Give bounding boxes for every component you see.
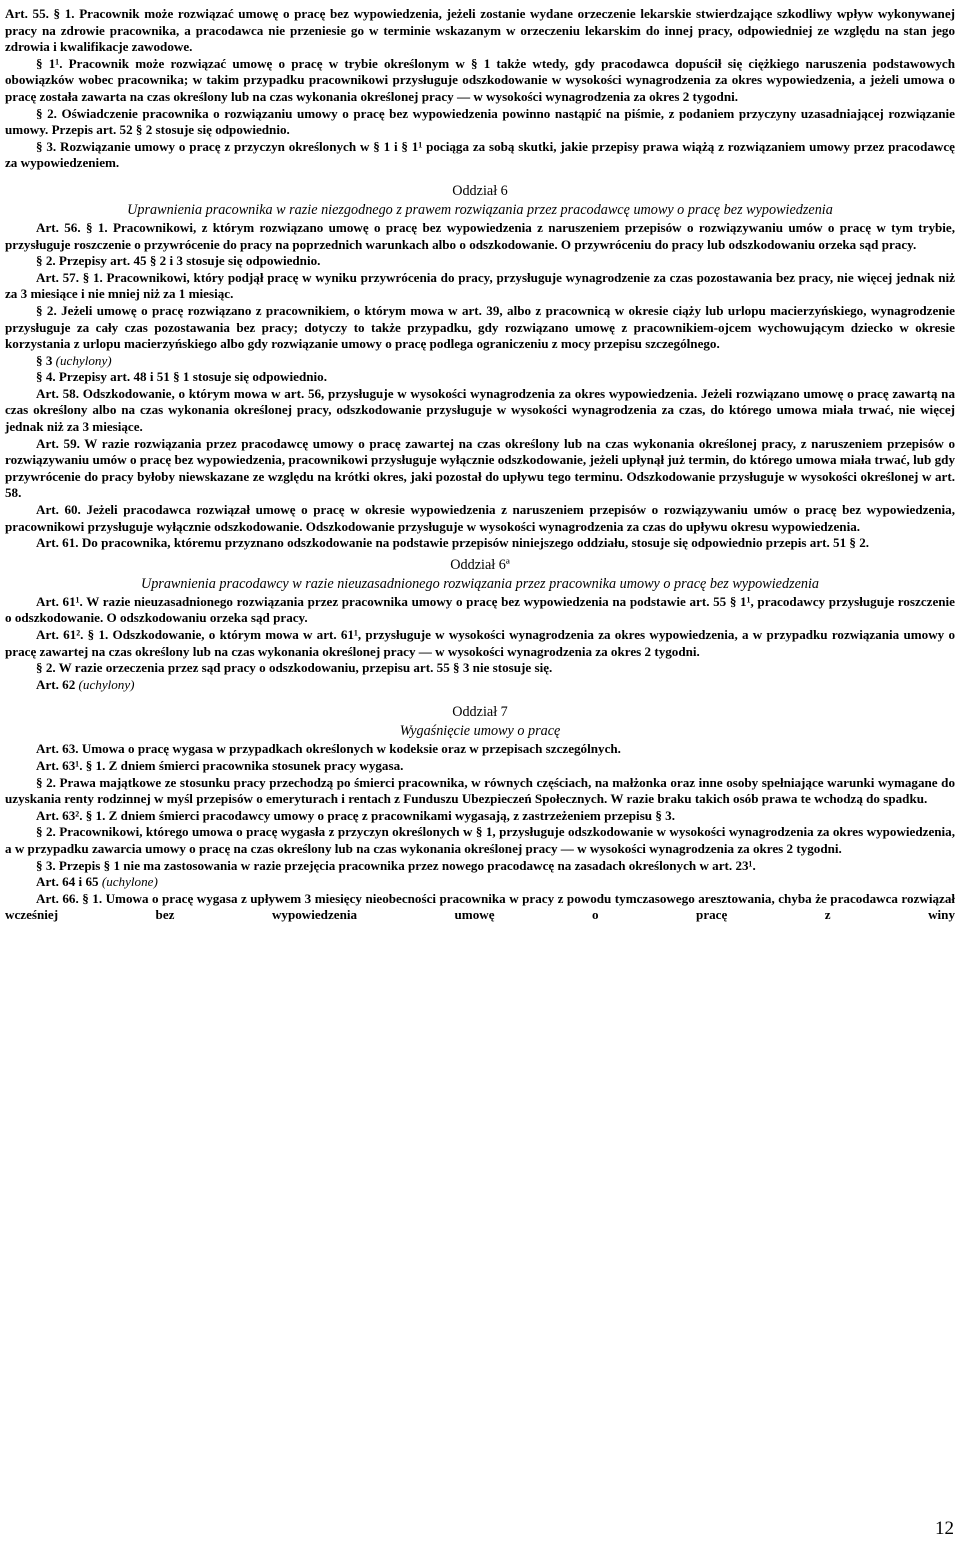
paragraph-text: Uprawnienia pracownika w razie niezgodnego z prawem rozwiązania przez pracodawcę umowy o pracę bez wypowiedzenia [127,201,833,218]
paragraph-text: § 3. Rozwiązanie umowy o pracę z przyczyn określonych w § 1 i § 1¹ pociąga za sobą skutki, jakie przepisy prawa wiążą z rozwiązaniem umowy przez pracodawcę za wypowiedzeniem. [5,138,955,171]
section-subtitle [5,575,955,593]
article-paragraph [5,874,955,891]
paragraph-text: § 2. Przepisy art. 45 § 2 i 3 stosuje się odpowiednio. [36,253,321,269]
paragraph-text: Art. 59. W razie rozwiązania przez pracodawcę umowy o pracę zawartej na czas określony lub na czas wykonania określonej pracy, z naruszeniem przepisów o rozwiązywaniu umów o pracę bez wypowiedzenia, pracownikowi przysługuje wyłącznie odszkodowanie, jeżeli upłynął już termin, do którego umowa miała trwać, lub gdy przywrócenie do pracy byłoby niewskazane ze względu na krótki okres, jaki pozostał do upływu tego terminu. Odszkodowanie przysługuje w wysokości określonej w art. 58. [5,435,955,501]
article-paragraph [5,758,955,775]
page-number: 12 [935,1518,954,1539]
article-paragraph [5,502,955,535]
document-body [5,6,955,924]
article-paragraph [5,6,955,56]
article-paragraph [5,106,955,139]
paragraph-text: Art. 63. Umowa o pracę wygasa w przypadkach określonych w kodeksie oraz w przepisach szczególnych. [36,741,621,757]
paragraph-text: Uprawnienia pracodawcy w razie nieuzasadnionego rozwiązania przez pracownika umowy o pracę bez wypowiedzenia [140,575,820,592]
paragraph-text: Art. 56. § 1. Pracownikowi, z którym rozwiązano umowę o pracę bez wypowiedzenia z naruszeniem przepisów o rozwiązywaniu umów o pracę w tym trybie, przysługuje roszczenie o przywrócenie do pracy na poprzednich warunkach albo o odszkodowanie. O przywróceniu do pracy lub odszkodowaniu orzeka sąd pracy. [5,219,955,252]
article-paragraph [5,627,955,660]
paragraph-text: Art. 62 [36,676,79,692]
section-heading [5,703,955,722]
paragraph-text: § 2. Pracownikowi, którego umowa o pracę wygasła z przyczyn określonych w § 1, przysługuje odszkodowanie w wysokości wynagrodzenia za okres wypowiedzenia, a w przypadku zawarcia umowy o pracę na czas określony lub na czas wykonania określonej pracy — w wysokości wynagrodzenia za okres 2 tygodni. [5,824,955,856]
article-paragraph [5,808,955,825]
paragraph-text: Art. 61¹. W razie nieuzasadnionego rozwiązania przez pracownika umowy o pracę bez wypowiedzenia na podstawie art. 55 § 1¹, pracodawcy przysługuje roszczenie o odszkodowanie. O odszkodowaniu orzeka sąd pracy. [5,593,955,626]
article-paragraph [5,56,955,106]
paragraph-text: § 1¹. Pracownik może rozwiązać umowę o pracę w trybie określonym w § 1 także wtedy, gdy pracodawca dopuścił się ciężkiego naruszenia podstawowych obowiązków wobec pracownika; w takim przypadku pracownikowi przysługuje odszkodowanie w wysokości wynagrodzenia za okres wypowiedzenia, a jeżeli umowa o pracę została zawarta na czas określony lub na czas wykonania określonej pracy — w wysokości wynagrodzenia za okres 2 tygodni. [5,55,955,104]
article-paragraph [5,594,955,627]
article-paragraph [5,220,955,253]
paragraph-text: Art. 66. § 1. Umowa o pracę wygasa z upływem 3 miesięcy nieobecności pracownika w pracy z powodu tymczasowego aresztowania, chyba że pracodawca rozwiązał wcześniej bez wypowiedzenia umowę o pracę z winy [5,890,955,923]
section-heading [5,556,955,575]
paragraph-text: § 2. Prawa majątkowe ze stosunku pracy przechodzą po śmierci pracownika, w równych częściach, na małżonka oraz inne osoby spełniające warunki wymagane do uzyskania renty rodzinnej w myśl przepisów o emeryturach i rentach z Funduszu Ubezpieczeń Społecznych. W razie braku takich osób prawa te wchodzą do spadku. [5,774,955,807]
repealed-note: (uchylone) [101,874,158,890]
section-heading [5,182,955,201]
paragraph-text: § 4. Przepisy art. 48 i 51 § 1 stosuje się odpowiednio. [36,369,327,385]
article-paragraph [5,386,955,436]
article-paragraph [5,824,955,857]
paragraph-text: § 2. Oświadczenie pracownika o rozwiązaniu umowy o pracę bez wypowiedzenia powinno nastąpić na piśmie, z podaniem przyczyny uzasadniającej rozwiązanie umowy. Przepis art. 52 § 2 stosuje się odpowiednio. [5,105,955,138]
paragraph-text: Art. 57. § 1. Pracownikowi, który podjął pracę w wyniku przywrócenia do pracy, przysługuje wynagrodzenie za czas pozostawania bez pracy, nie więcej jednak niż za 3 miesiące i nie mniej niż za 1 miesiąc. [5,269,955,302]
section-subtitle [5,201,955,219]
article-paragraph [5,775,955,808]
article-paragraph [5,741,955,758]
paragraph-text: Art. 58. Odszkodowanie, o którym mowa w art. 56, przysługuje w wysokości wynagrodzenia za okres wypowiedzenia. Jeżeli rozwiązano umowę o pracę zawartą na czas określony albo na czas wykonania określonej pracy, odszkodowanie przysługuje w wysokości wynagrodzenia za czas, do którego umowa miała trwać, nie więcej jednak niż za 3 miesiące. [5,385,955,435]
paragraph-text: Oddział 6 [452,182,508,199]
article-paragraph [5,660,955,677]
article-paragraph [5,677,955,694]
paragraph-text: Art. 64 i 65 [36,874,102,890]
section-subtitle [5,722,955,740]
article-paragraph [5,436,955,502]
article-paragraph [5,369,955,386]
article-paragraph [5,253,955,270]
paragraph-text: Art. 60. Jeżeli pracodawca rozwiązał umowę o pracę w okresie wypowiedzenia z naruszeniem przepisów o rozwiązywaniu umów o pracę bez wypowiedzenia, pracownikowi przysługuje wyłącznie odszkodowanie. Odszkodowanie przysługuje w wysokości wynagrodzenia za czas do upływu okresu wypowiedzenia. [5,502,955,534]
paragraph-text: Art. 63¹. § 1. Z dniem śmierci pracownika stosunek pracy wygasa. [36,757,404,773]
paragraph-text: § 3 [36,352,56,368]
paragraph-text: § 2. W razie orzeczenia przez sąd pracy o odszkodowaniu, przepisu art. 55 § 3 nie stosuje się. [36,660,553,676]
repealed-note: (uchylony) [55,352,112,368]
repealed-note: (uchylony) [78,676,135,692]
article-paragraph [5,353,955,370]
paragraph-text: Wygaśnięcie umowy o pracę [399,723,561,740]
paragraph-text: Art. 63². § 1. Z dniem śmierci pracodawcy umowy o pracę z pracownikami wygasają, z zastrzeżeniem przepisu § 3. [36,807,675,823]
article-paragraph [5,303,955,353]
paragraph-text: § 2. Jeżeli umowę o pracę rozwiązano z pracownikiem, o którym mowa w art. 39, albo z pracownicą w okresie ciąży lub urlopu macierzyńskiego, wynagrodzenie przysługuje za cały czas pozostawania bez pracy; dotyczy to także przypadku, gdy rozwiązano umowę z pracownikiem-ojcem wychowującym dziecko w okresie korzystania z urlopu macierzyńskiego albo gdy rozwiązanie umowy o pracę podlega ograniczeniu z mocy przepisu szczególnego. [5,302,955,352]
article-paragraph [5,270,955,303]
article-paragraph [5,858,955,875]
paragraph-text: Oddział 7 [452,704,508,721]
paragraph-text: Oddział 6ª [450,556,510,573]
paragraph-text: Art. 55. § 1. Pracownik może rozwiązać umowę o pracę bez wypowiedzenia, jeżeli zostanie wydane orzeczenie lekarskie stwierdzające szkodliwy wpływ wykonywanej pracy na zdrowie pracownika, a pracodawca nie przeniesie go w terminie wskazanym w orzeczeniu lekarskim do innej pracy, odpowiedniej ze względu na stan jego zdrowia i kwalifikacje zawodowe. [5,6,955,55]
paragraph-text: Art. 61. Do pracownika, któremu przyznano odszkodowanie na podstawie przepisów niniejszego oddziału, stosuje się odpowiednio przepis art. 51 § 2. [36,535,870,551]
article-paragraph [5,891,955,924]
paragraph-text: Art. 61². § 1. Odszkodowanie, o którym mowa w art. 61¹, przysługuje w wysokości wynagrodzenia za okres wypowiedzenia, a w przypadku rozwiązania umowy o pracę zawartej na czas określony lub na czas wykonania określonej pracy — w wysokości wynagrodzenia za okres 2 tygodni. [5,627,955,659]
article-paragraph [5,535,955,552]
article-paragraph [5,139,955,172]
paragraph-text: § 3. Przepis § 1 nie ma zastosowania w razie przejęcia pracownika przez nowego pracodawcę na zasadach określonych w art. 23¹. [36,857,756,873]
